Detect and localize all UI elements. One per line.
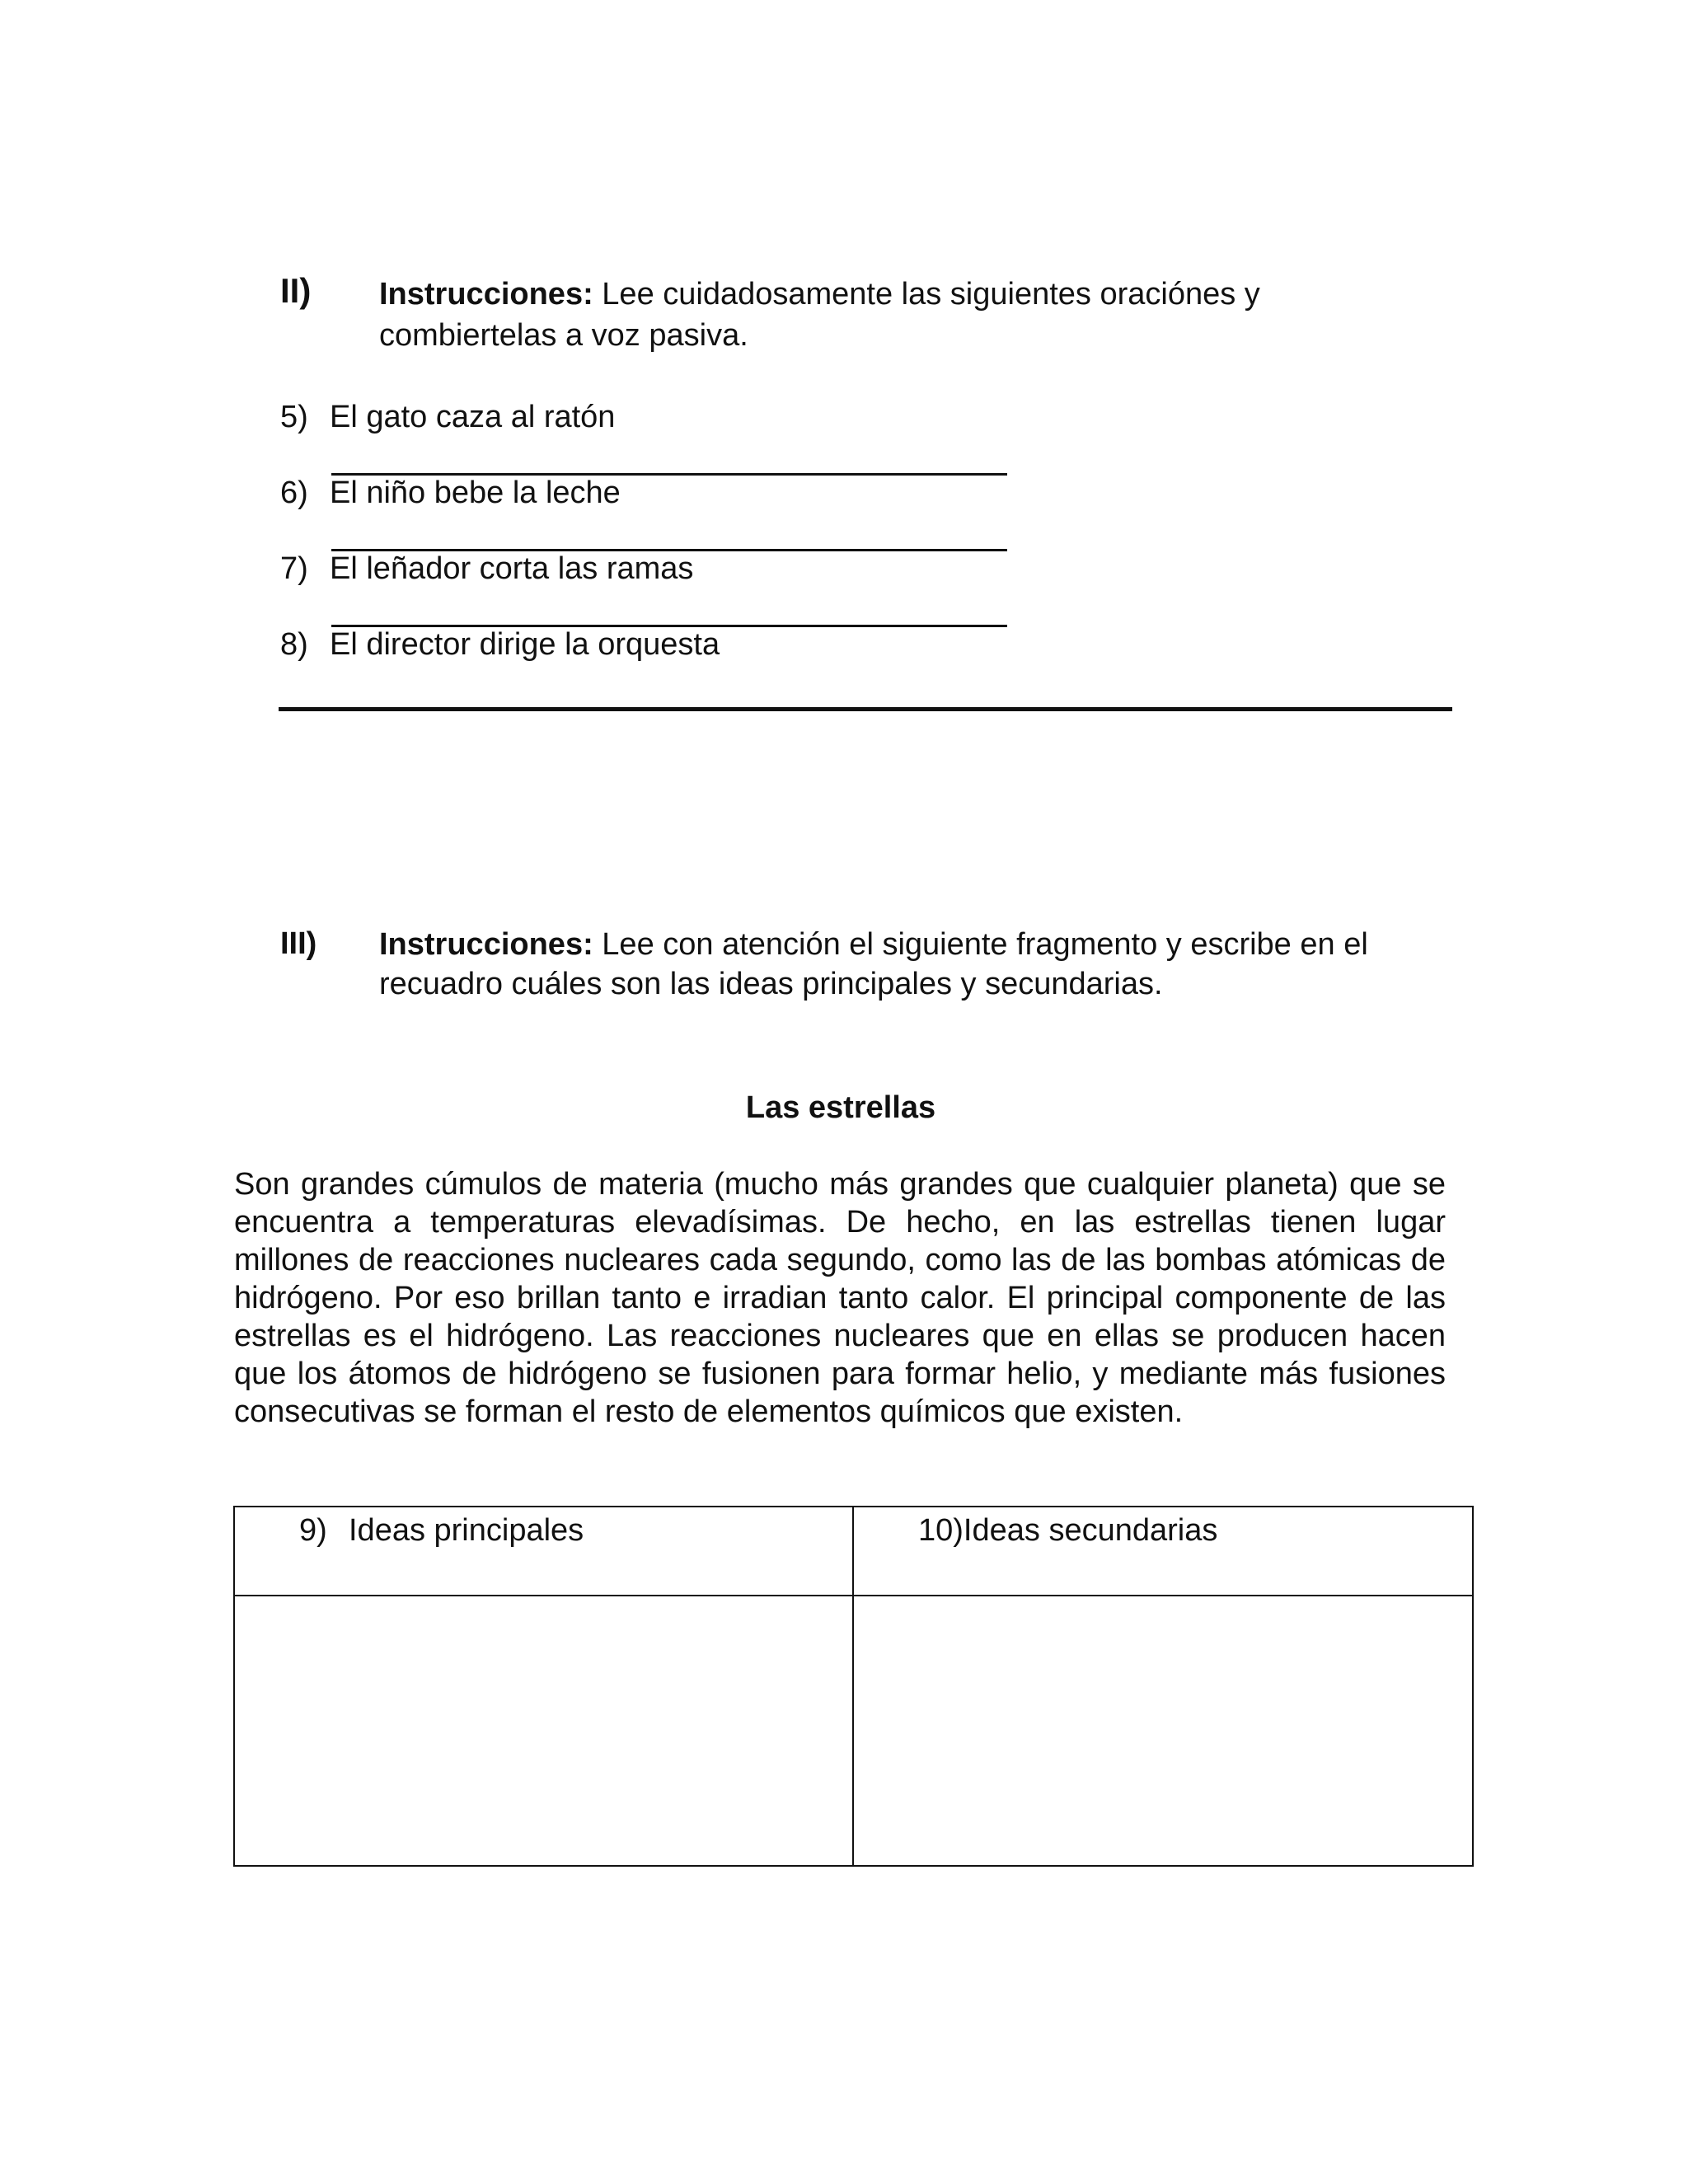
reading-paragraph: Son grandes cúmulos de materia (mucho más grandes que cualquier planeta) que se encuentra a temperaturas elevadísimas. De hecho, en las estrellas tienen lugar millones de reacciones nucleares cada segundo, como las de las bombas atómicas de hidrógeno. Por eso brillan tanto e irradian tanto calor. El principal componente de las estrellas es el hidrógeno. Las reacciones nucleares que en ellas se producen hacen que los átomos de hidrógeno se fusionen para formar helio, y mediante más fusiones consecutivas se forman el resto de elementos químicos que existen. (234, 1167, 1446, 1429)
exercise-item-5 (280, 399, 615, 435)
header-label: Ideas principales (349, 1513, 584, 1548)
ideas-principales-answer-cell[interactable] (234, 1596, 853, 1866)
ideas-principales-header (234, 1507, 853, 1596)
reading-title: Las estrellas (745, 1090, 936, 1125)
item-number: 8) (280, 627, 308, 662)
section-3-instructions-label: Instrucciones: (379, 927, 593, 962)
header-number: 9) (299, 1513, 327, 1548)
section-2-instructions (379, 274, 1368, 356)
section-3-numeral: III) (280, 926, 317, 961)
item-number: 6) (280, 476, 308, 510)
ideas-secundarias-answer-cell[interactable] (853, 1596, 1473, 1866)
item-sentence: El director dirige la orquesta (330, 627, 720, 662)
item-sentence: El gato caza al ratón (330, 400, 616, 434)
exercise-item-8 (280, 626, 720, 663)
item-sentence: El leñador corta las ramas (330, 551, 694, 586)
exercise-item-7 (280, 551, 693, 587)
section-2-numeral: II) (280, 271, 312, 310)
section-divider (279, 707, 1452, 711)
section-3-instructions (379, 925, 1451, 1004)
item-number: 5) (280, 400, 308, 434)
item-sentence: El niño bebe la leche (330, 476, 621, 510)
ideas-table (233, 1506, 1474, 1867)
header-label: Ideas secundarias (963, 1513, 1218, 1548)
ideas-secundarias-header (853, 1507, 1473, 1596)
section-2-instructions-text: Lee cuidadosamente las siguientes oraciónes y combiertelas a voz pasiva. (379, 277, 1260, 353)
item-number: 7) (280, 551, 308, 586)
exercise-item-6 (280, 475, 621, 511)
section-2-instructions-label: Instrucciones: (379, 277, 593, 312)
header-number: 10) (918, 1513, 964, 1548)
section-3-instructions-text: Lee con atención el siguiente fragmento y escribe en el recuadro cuáles son las ideas principales y secundarias. (379, 927, 1368, 1001)
